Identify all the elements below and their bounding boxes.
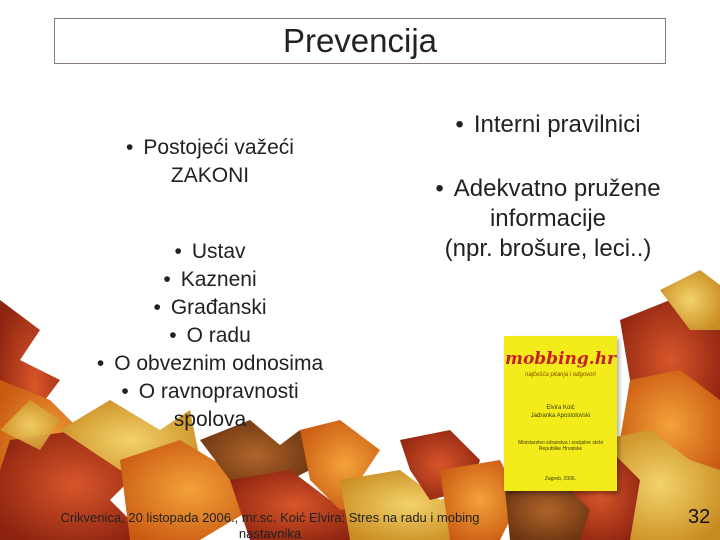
bullet-icon: •: [455, 111, 464, 138]
bullet-icon: •: [163, 268, 171, 291]
measures-list: [398, 110, 698, 264]
bullet-icon: •: [174, 240, 182, 263]
footer-line1: Crikvenica, 20 listopada 2006., mr.sc. Koić Elvira: Stres na radu i mobing: [60, 510, 480, 525]
laws-heading-line2: ZAKONI: [170, 164, 250, 187]
bullet-icon: •: [169, 324, 177, 347]
page-number: 32: [688, 506, 711, 528]
measure-item: • Interni pravilnici: [455, 111, 641, 138]
brochure-cover-image: [504, 336, 617, 491]
title-box: [54, 18, 666, 64]
law-item: • O ravnopravnosti: [121, 380, 299, 403]
law-item: • Kazneni: [163, 268, 257, 291]
brochure-authors: Elvira Koić Jadranka Apostolovski: [530, 405, 591, 419]
bullet-icon: •: [126, 136, 134, 159]
bullet-icon: •: [435, 175, 444, 202]
brochure-year: Zagreb, 2006.: [544, 476, 577, 482]
brochure-body-text: Ministarstvo zdravstva i socijalne skrbi Republike Hrvatske: [518, 440, 603, 452]
laws-heading: [40, 134, 380, 190]
law-item: • Građanski: [153, 296, 267, 319]
measure-item: • Adekvatno pružene: [435, 175, 661, 202]
brochure-brand: mobbing.hr: [504, 349, 617, 369]
measure-item-line2: informacije: [489, 205, 607, 232]
bullet-icon: •: [96, 352, 105, 375]
brochure-subtitle: najčešća pitanja i odgovori: [525, 372, 596, 378]
law-item: • O obveznim odnosima: [96, 352, 324, 375]
bullet-icon: •: [121, 380, 129, 403]
law-item-continuation: spolova: [173, 408, 247, 431]
laws-list: [40, 134, 380, 434]
laws-heading-line1: Postojeći važeći: [143, 136, 294, 159]
slide-footer: [30, 510, 510, 540]
bullet-icon: •: [153, 296, 161, 319]
footer-line2: nastavnika: [238, 526, 302, 540]
measure-item-line3: (npr. brošure, leci..): [444, 235, 652, 262]
law-item: • O radu: [169, 324, 251, 347]
law-item: • Ustav: [174, 240, 246, 263]
slide-title: Prevencija: [282, 22, 438, 59]
